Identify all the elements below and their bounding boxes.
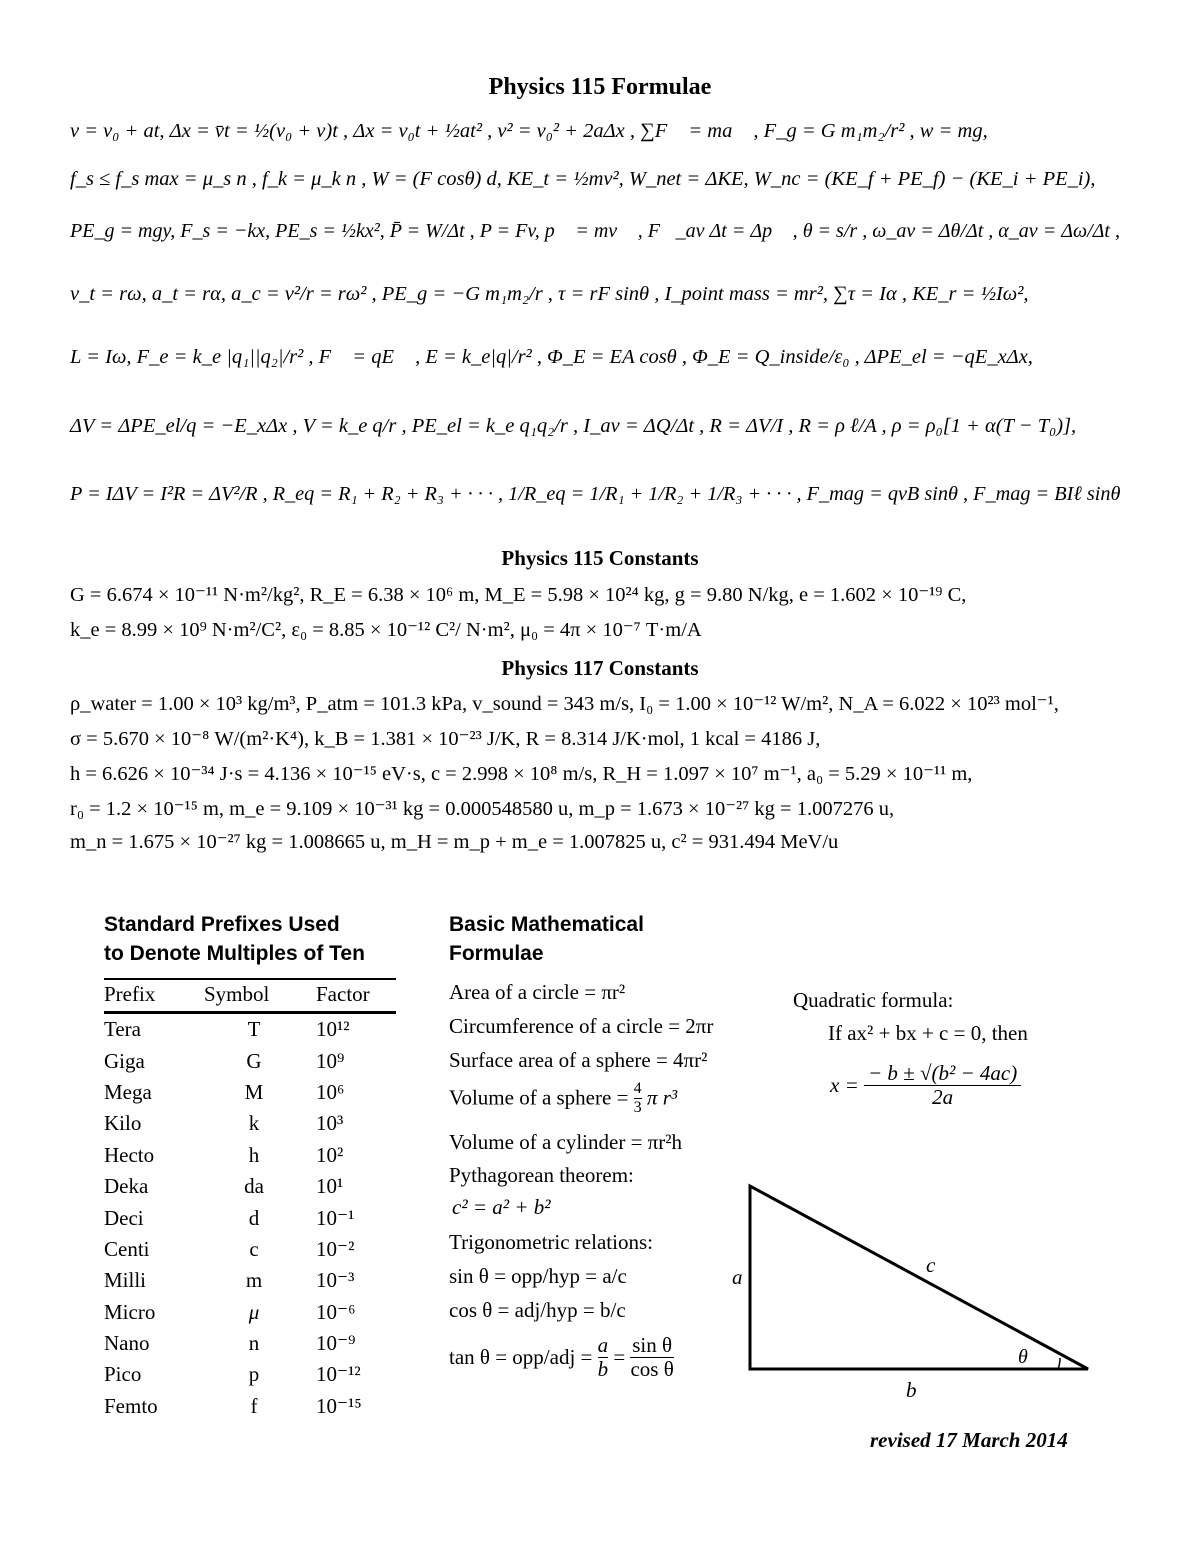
factor-cell: 10⁹ (316, 1048, 345, 1073)
column-header-symbol: Symbol (204, 979, 304, 1013)
constants-117-line-2: σ = 5.670 × 10⁻⁸ W/(m²·K⁴), k_B = 1.381 × 10⁻²³ J/K, R = 8.314 J/K·mol, 1 kcal = 4186 J, (70, 728, 821, 750)
revised-date: revised 17 March 2014 (870, 1428, 1068, 1452)
formula-line-1: v = v₀ + at, Δx = v̄t = ½(v₀ + v)t , Δx = v₀t + ½at² , v² = v₀² + 2aΔx , ∑F⃗ = ma⃗ , F_g = G m₁m₂/r² , w = mg, (70, 120, 988, 142)
table-row (104, 1297, 396, 1328)
volume-sphere-tail: π r³ (646, 1085, 678, 1110)
prefix-table-header (104, 979, 396, 1013)
symbol-cell: f (250, 1393, 258, 1418)
table-row (104, 1328, 396, 1359)
factor-cell: 10¹² (316, 1017, 350, 1042)
side-c-label: c (926, 1253, 936, 1277)
constants-117-line-5: m_n = 1.675 × 10⁻²⁷ kg = 1.008665 u, m_H = m_p + m_e = 1.007825 u, c² = 931.494 MeV/u (70, 831, 839, 853)
table-row (104, 1359, 396, 1390)
factor-cell: 10⁻⁹ (316, 1331, 356, 1356)
constants-115-heading: Physics 115 Constants (501, 546, 699, 570)
formula-line-3: PE_g = mgy, F_s = −kx, PE_s = ½kx², P̄ = W/Δt , P = Fv, p⃗ = mv⃗ , F⃗_av Δt = Δp⃗ , θ = s/r , ω_av = Δθ/Δt , α_av = Δω/Δt , (70, 220, 1120, 242)
table-row (104, 1013, 396, 1046)
constants-117-line-4: r₀ = 1.2 × 10⁻¹⁵ m, m_e = 9.109 × 10⁻³¹ kg = 0.000548580 u, m_p = 1.673 × 10⁻²⁷ kg = 1.007276 u, (70, 798, 895, 820)
angle-theta-label: θ (1018, 1346, 1028, 1368)
constants-117-heading: Physics 117 Constants (501, 656, 699, 680)
quadratic-denominator: 2a (864, 1085, 1021, 1109)
page-title: Physics 115 Formulae (488, 74, 712, 100)
symbol-cell: M (244, 1079, 264, 1104)
side-a-label: a (732, 1265, 743, 1289)
formula-line-4: v_t = rω, a_t = rα, a_c = v²/r = rω² , PE_g = −G m₁m₂/r , τ = rF sinθ , I_point mass = mr², ∑τ = Iα , KE_r = ½Iω², (70, 283, 1029, 305)
quadratic-label: Quadratic formula: (793, 988, 954, 1012)
factor-cell: 10⁻⁶ (316, 1299, 356, 1324)
formula-line-6: ΔV = ΔPE_el/q = −E_xΔx , V = k_e q/r , PE_el = k_e q₁q₂/r , I_av = ΔQ/Δt , R = ΔV/I , R = ρ ℓ/A , ρ = ρ₀[1 + α(T − T₀)], (70, 415, 1077, 437)
tan-fraction-ab (598, 1334, 609, 1381)
prefix-cell: Pico (104, 1362, 142, 1387)
volume-sphere-label: Volume of a sphere = (449, 1085, 629, 1110)
prefix-cell: Femto (104, 1393, 158, 1418)
math-heading (449, 910, 644, 968)
tan-equals: = (613, 1345, 626, 1370)
column-header-prefix: Prefix (104, 979, 204, 1013)
pythagorean-equation: c² = a² + b² (452, 1195, 551, 1219)
table-row (104, 1140, 396, 1171)
quadratic-numerator: − b ± √(b² − 4ac) (868, 1061, 1018, 1085)
prefix-cell: Mega (104, 1079, 152, 1104)
factor-cell: 10⁻² (316, 1236, 355, 1261)
angle-arc (1058, 1358, 1060, 1369)
constants-117-line-3: h = 6.626 × 10⁻³⁴ J·s = 4.136 × 10⁻¹⁵ eV·s, c = 2.998 × 10⁸ m/s, R_H = 1.097 × 10⁷ m⁻¹, a₀ = 5.29 × 10⁻¹¹ m, (70, 763, 973, 785)
symbol-cell: G (246, 1048, 262, 1073)
circumference-formula: Circumference of a circle = 2πr (449, 1014, 714, 1038)
trig-label: Trigonometric relations: (449, 1230, 653, 1254)
surface-sphere-formula: Surface area of a sphere = 4πr² (449, 1048, 708, 1072)
table-row (104, 1391, 396, 1422)
table-row (104, 1077, 396, 1108)
factor-cell: 10³ (316, 1111, 344, 1136)
quadratic-lhs: x = (830, 1073, 859, 1098)
constants-117-line-1: ρ_water = 1.00 × 10³ kg/m³, P_atm = 101.3 kPa, v_sound = 343 m/s, I₀ = 1.00 × 10⁻¹² W/m², N_A = 6.022 × 10²³ mol⁻¹, (70, 693, 1059, 715)
prefix-cell: Deka (104, 1174, 149, 1199)
symbol-cell: p (248, 1362, 260, 1387)
quadratic-fraction (864, 1062, 1021, 1109)
symbol-cell: c (249, 1236, 259, 1261)
column-header-factor: Factor (304, 979, 396, 1013)
symbol-cell: m (245, 1268, 263, 1293)
table-row (104, 1265, 396, 1296)
table-row (104, 1045, 396, 1076)
tan-fraction-a: a (597, 1333, 609, 1357)
factor-cell: 10⁻¹⁵ (316, 1393, 362, 1418)
prefix-cell: Milli (104, 1268, 147, 1293)
symbol-cell: n (248, 1331, 260, 1356)
prefix-cell: Giga (104, 1048, 145, 1073)
volume-sphere-denominator: 3 (633, 1098, 642, 1116)
prefix-table (104, 978, 396, 1422)
formula-line-7: P = IΔV = I²R = ΔV²/R , R_eq = R₁ + R₂ + R₃ + · · · , 1/R_eq = 1/R₁ + 1/R₂ + 1/R₃ + · · · , F_mag = qvB sinθ , F_mag = BIℓ sinθ (70, 483, 1121, 505)
prefix-cell: Kilo (104, 1111, 142, 1136)
table-row (104, 1171, 396, 1202)
prefix-heading-line-1: Standard Prefixes Used (104, 913, 340, 936)
prefix-cell: Deci (104, 1205, 144, 1230)
factor-cell: 10⁻¹² (316, 1362, 361, 1387)
cos-relation: cos θ = adj/hyp = b/c (449, 1298, 626, 1322)
factor-cell: 10⁻¹ (316, 1205, 355, 1230)
symbol-cell: d (248, 1205, 260, 1230)
tan-fraction-cos: cos θ (630, 1357, 674, 1382)
sin-relation: sin θ = opp/hyp = a/c (449, 1264, 627, 1288)
quadratic-formula (830, 1062, 1021, 1109)
symbol-cell: k (248, 1111, 260, 1136)
triangle-shape (750, 1186, 1088, 1369)
factor-cell: 10⁶ (316, 1079, 345, 1104)
constants-115-line-2: k_e = 8.99 × 10⁹ N·m²/C², ε₀ = 8.85 × 10⁻¹² C²/ N·m², μ₀ = 4π × 10⁻⁷ T·m/A (70, 619, 702, 641)
side-b-label: b (906, 1378, 917, 1402)
volume-cylinder-formula: Volume of a cylinder = πr²h (449, 1130, 683, 1154)
prefix-cell: Micro (104, 1299, 156, 1324)
symbol-cell: μ (248, 1299, 260, 1324)
table-row (104, 1234, 396, 1265)
symbol-cell: da (244, 1174, 264, 1199)
prefix-heading-line-2: to Denote Multiples of Ten (104, 942, 365, 965)
tan-fraction-sincos (630, 1334, 673, 1381)
formula-line-2: f_s ≤ f_s max = μ_s n , f_k = μ_k n , W = (F cosθ) d, KE_t = ½mv², W_net = ΔKE, W_nc = (KE_f + PE_f) − (KE_i + PE_i), (70, 168, 1096, 190)
tan-fraction-b: b (597, 1357, 609, 1382)
prefix-cell: Hecto (104, 1142, 155, 1167)
formula-line-5: L = Iω, F_e = k_e |q₁||q₂|/r² , F⃗ = qE⃗ , E = k_e|q|/r² , Φ_E = EA cosθ , Φ_E = Q_inside/ε₀ , ΔPE_el = −qE_xΔx, (70, 346, 1033, 368)
symbol-cell: h (248, 1142, 260, 1167)
symbol-cell: T (247, 1017, 261, 1042)
quadratic-condition: If ax² + bx + c = 0, then (828, 1021, 1028, 1045)
tan-relation (449, 1334, 674, 1381)
tan-fraction-sin: sin θ (632, 1333, 673, 1357)
constants-115-line-1: G = 6.674 × 10⁻¹¹ N·m²/kg², R_E = 6.38 × 10⁶ m, M_E = 5.98 × 10²⁴ kg, g = 9.80 N/kg, e = 1.602 × 10⁻¹⁹ C, (70, 584, 967, 606)
factor-cell: 10² (316, 1142, 344, 1167)
factor-cell: 10⁻³ (316, 1268, 355, 1293)
prefix-cell: Tera (104, 1017, 141, 1042)
volume-sphere-formula (449, 1080, 677, 1116)
math-heading-line-1: Basic Mathematical (449, 913, 644, 936)
table-row (104, 1202, 396, 1233)
volume-sphere-numerator: 4 (633, 1080, 642, 1097)
prefix-cell: Nano (104, 1331, 150, 1356)
tan-label: tan θ = opp/adj = (449, 1345, 593, 1370)
table-row (104, 1108, 396, 1139)
prefix-cell: Centi (104, 1236, 150, 1261)
volume-sphere-fraction (634, 1080, 642, 1116)
prefix-heading (104, 910, 365, 968)
factor-cell: 10¹ (316, 1174, 344, 1199)
pythagorean-label: Pythagorean theorem: (449, 1163, 634, 1187)
area-circle-formula: Area of a circle = πr² (449, 980, 626, 1004)
math-heading-line-2: Formulae (449, 942, 544, 965)
